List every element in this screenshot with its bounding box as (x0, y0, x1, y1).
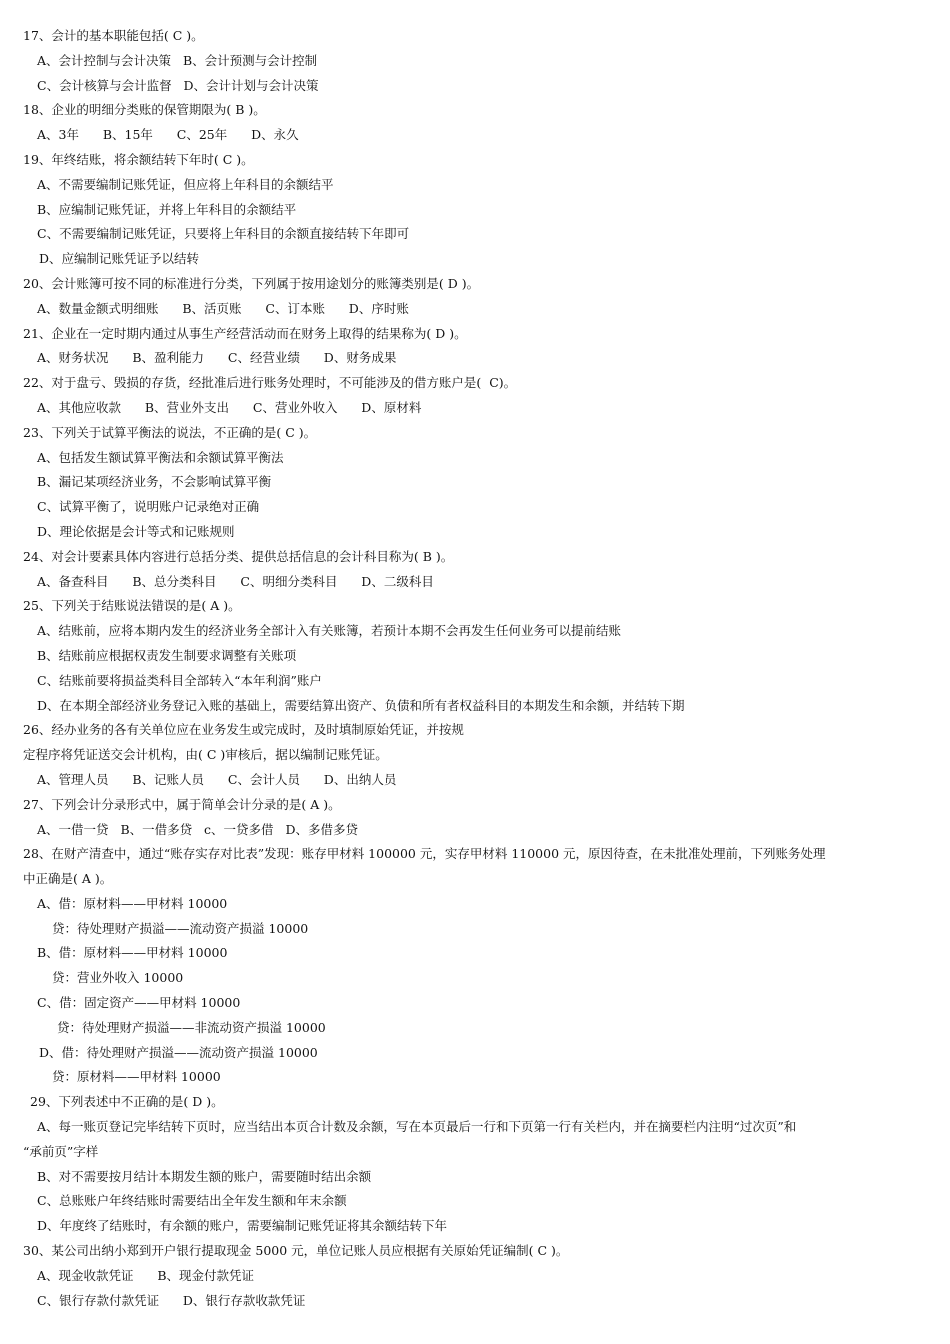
text-line: 28、在财产清查中，通过“账存实存对比表”发现：账存甲材料 100000 元，实存甲材料 110000 元，原因待查，在未批准处理前，下列账务处理 (23, 846, 826, 862)
text-line: 19、年终结账，将余额结转下年时( C )。 (23, 151, 254, 167)
text-line: 贷：待处理财产损溢——非流动资产损溢 10000 (57, 1019, 326, 1035)
text-line: C、总账账户年终结账时需要结出全年发生额和年末余额 (37, 1193, 347, 1209)
text-line: 20、会计账簿可按不同的标准进行分类，下列属于按用途划分的账簿类别是( D )。 (23, 275, 480, 291)
text-line: A、会计控制与会计决策 B、会计预测与会计控制 (37, 52, 318, 68)
text-line: A、管理人员 B、记账人员 C、会计人员 D、出纳人员 (37, 771, 397, 787)
text-line: 22、对于盘亏、毁损的存货，经批准后进行账务处理时，不可能涉及的借方账户是( C)。 (23, 375, 517, 391)
text-line: B、借：原材料——甲材料 10000 (37, 945, 228, 961)
text-line: B、漏记某项经济业务，不会影响试算平衡 (37, 474, 272, 490)
text-line: D、借：待处理财产损溢——流动资产损溢 10000 (39, 1044, 318, 1060)
text-line: C、结账前要将损益类科目全部转入“本年利润”账户 (37, 672, 322, 688)
document-page (0, 24, 950, 1313)
text-line: 30、某公司出纳小郑到开户银行提取现金 5000 元，单位记账人员应根据有关原始凭证编制( C )。 (23, 1243, 569, 1259)
text-line: D、年度终了结账时，有余额的账户，需要编制记账凭证将其余额结转下年 (37, 1218, 448, 1234)
text-line: C、不需要编制记账凭证，只要将上年科目的余额直接结转下年即可 (37, 226, 410, 242)
text-line: D、应编制记账凭证予以结转 (39, 251, 200, 267)
text-line: 25、下列关于结账说法错误的是( A )。 (23, 598, 241, 614)
text-line: A、结账前，应将本期内发生的经济业务全部计入有关账簿，若预计本期不会再发生任何业务可以提前结账 (37, 623, 622, 639)
text-line: C、银行存款付款凭证 D、银行存款收款凭证 (37, 1292, 306, 1308)
text-line: A、备查科目 B、总分类科目 C、明细分类科目 D、二级科目 (37, 573, 434, 589)
text-line: 27、下列会计分录形式中，属于简单会计分录的是( A )。 (23, 796, 341, 812)
text-line: D、理论依据是会计等式和记账规则 (37, 523, 235, 539)
text-line: A、每一账页登记完毕结转下页时，应当结出本页合计数及余额，写在本页最后一行和下页第一行有关栏内，并在摘要栏内注明“过次页”和 (37, 1119, 797, 1135)
text-line: A、包括发生额试算平衡法和余额试算平衡法 (37, 449, 284, 465)
text-line: C、借：固定资产——甲材料 10000 (37, 995, 241, 1011)
text-line: 中正确是( A )。 (23, 871, 113, 887)
text-line: 23、下列关于试算平衡法的说法，不正确的是( C )。 (23, 424, 317, 440)
text-line: B、结账前应根据权责发生制要求调整有关账项 (37, 647, 297, 663)
text-line: 贷：原材料——甲材料 10000 (52, 1069, 221, 1085)
text-line: A、借：原材料——甲材料 10000 (37, 895, 228, 911)
text-line: 29、下列表述中不正确的是( D )。 (30, 1094, 224, 1110)
text-line: B、应编制记账凭证，并将上年科目的余额结平 (37, 201, 297, 217)
text-line: A、数量金额式明细账 B、活页账 C、订本账 D、序时账 (37, 300, 409, 316)
text-line: 贷：营业外收入 10000 (52, 970, 184, 986)
text-line: B、对不需要按月结计本期发生额的账户，需要随时结出余额 (37, 1168, 372, 1184)
text-line: 24、对会计要素具体内容进行总括分类、提供总括信息的会计科目称为( B )。 (23, 548, 454, 564)
text-line: A、一借一贷 B、一借多贷 c、一贷多借 D、多借多贷 (37, 821, 358, 837)
text-line: A、其他应收款 B、营业外支出 C、营业外收入 D、原材料 (37, 399, 422, 415)
text-line: 贷：待处理财产损溢——流动资产损溢 10000 (52, 920, 309, 936)
text-line: C、试算平衡了，说明账户记录绝对正确 (37, 499, 260, 515)
text-line: A、不需要编制记账凭证，但应将上年科目的余额结平 (37, 176, 334, 192)
text-line: 17、会计的基本职能包括( C )。 (23, 28, 204, 43)
text-line: D、在本期全部经济业务登记入账的基础上，需要结算出资产、负债和所有者权益科目的本期发生和余额，并结转下期 (37, 697, 685, 713)
text-line: “承前页”字样 (23, 1143, 99, 1159)
text-line: 18、企业的明细分类账的保管期限为( B )。 (23, 102, 266, 118)
text-line: 定程序将凭证送交会计机构，由( C )审核后，据以编制记账凭证。 (23, 747, 388, 763)
text-line: 26、经办业务的各有关单位应在业务发生或完成时，及时填制原始凭证，并按规 (23, 722, 464, 738)
text-line: A、现金收款凭证 B、现金付款凭证 (37, 1267, 255, 1283)
text-line: C、会计核算与会计监督 D、会计计划与会计决策 (37, 77, 319, 93)
text-line: A、财务状况 B、盈利能力 C、经营业绩 D、财务成果 (37, 350, 397, 366)
text-line: A、3年 B、15年 C、25年 D、永久 (37, 127, 299, 143)
text-line: 21、企业在一定时期内通过从事生产经营活动而在财务上取得的结果称为( D )。 (23, 325, 467, 341)
